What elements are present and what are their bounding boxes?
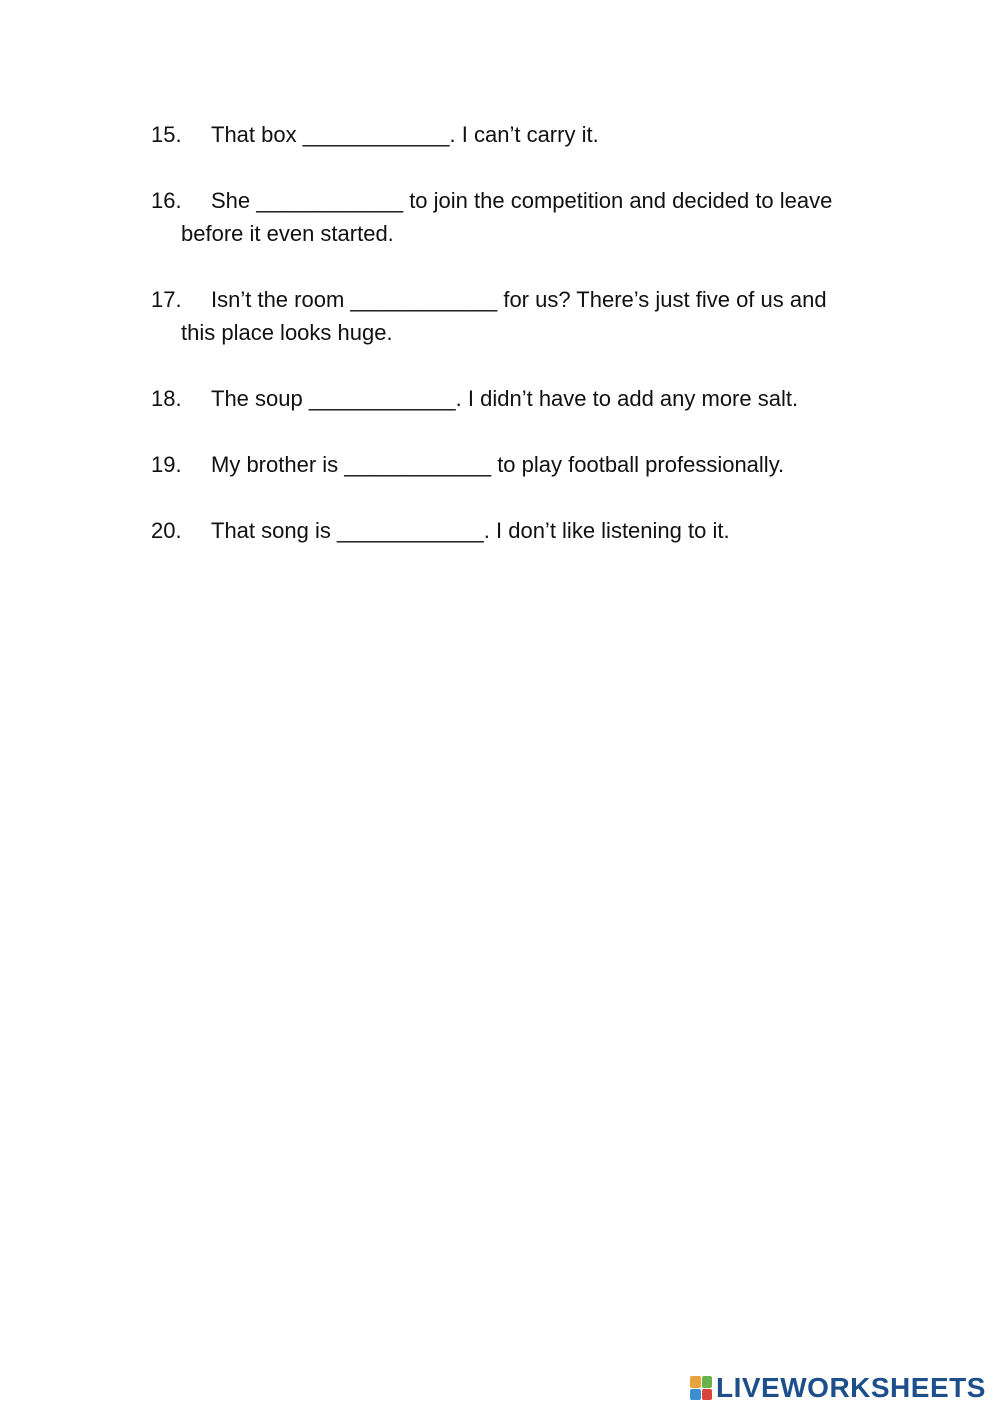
question-19 xyxy=(151,448,881,481)
question-line-continued: this place looks huge. xyxy=(181,320,393,345)
question-line: That song is ____________. I don’t like listening to it. xyxy=(211,518,730,543)
question-16 xyxy=(151,184,881,250)
question-line: That box ____________. I can’t carry it. xyxy=(211,122,599,147)
question-number: 19. xyxy=(151,452,182,477)
logo-square xyxy=(690,1376,701,1388)
worksheet-questions xyxy=(151,118,881,580)
question-number: 16. xyxy=(151,188,182,213)
question-line: Isn’t the room ____________ for us? There’s just five of us and xyxy=(211,287,827,312)
logo-mark-icon xyxy=(690,1376,712,1400)
logo-square xyxy=(702,1389,713,1401)
question-number: 17. xyxy=(151,287,182,312)
question-text xyxy=(211,118,881,151)
question-18 xyxy=(151,382,881,415)
logo-square xyxy=(690,1389,701,1401)
question-text xyxy=(211,448,881,481)
question-number: 18. xyxy=(151,386,182,411)
question-20 xyxy=(151,514,881,547)
question-number: 20. xyxy=(151,518,182,543)
question-line: She ____________ to join the competition and decided to leave xyxy=(211,188,833,213)
question-line: The soup ____________. I didn’t have to add any more salt. xyxy=(211,386,799,411)
liveworksheets-logo xyxy=(690,1373,986,1403)
logo-square xyxy=(702,1376,713,1388)
logo-text: LIVEWORKSHEETS xyxy=(716,1372,986,1403)
question-15 xyxy=(151,118,881,151)
question-17 xyxy=(151,283,881,349)
question-line-continued: before it even started. xyxy=(181,221,394,246)
question-text xyxy=(211,514,881,547)
question-text xyxy=(181,184,881,250)
question-number: 15. xyxy=(151,122,182,147)
question-line: My brother is ____________ to play football professionally. xyxy=(211,452,785,477)
question-text xyxy=(181,283,881,349)
question-text xyxy=(211,382,881,415)
